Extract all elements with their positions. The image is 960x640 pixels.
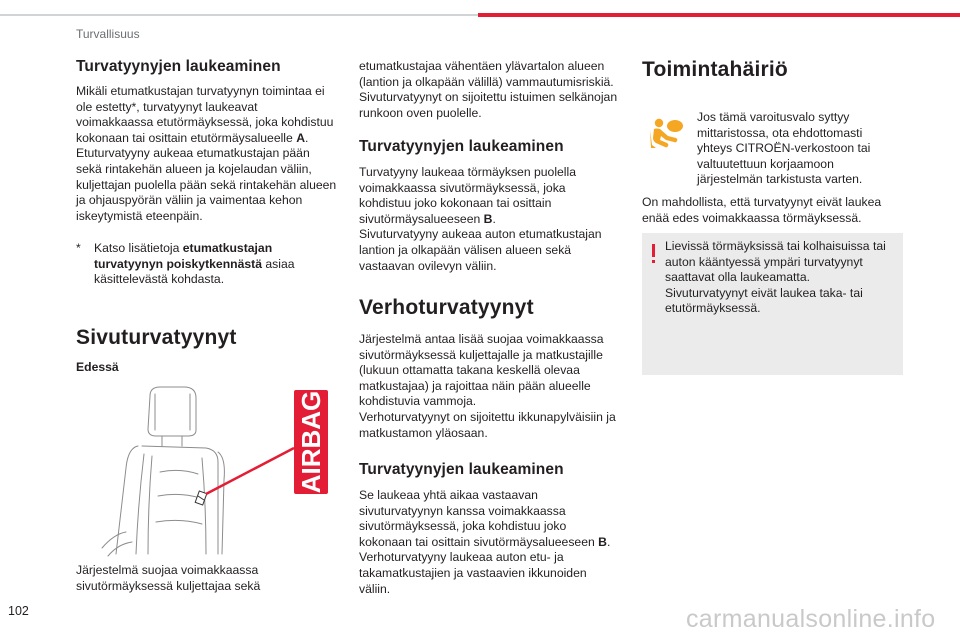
warning-box <box>642 233 903 375</box>
text-span: Sivuturvatyyny aukeaa auton etumatkustajan lantion ja olkapään välisen alueen sekä vastaavan ovilevyn väliin. <box>359 227 602 273</box>
seat-airbag-illustration <box>98 384 338 560</box>
text-span: asiaa käsittelevästä kohdasta. <box>94 256 295 287</box>
warning-text <box>665 239 897 317</box>
text-span: Verhoturvatyynyt on sijoitettu ikkunapylväisiin ja matkustamon yläosaan. <box>359 409 616 440</box>
header-accent-rule <box>478 13 960 17</box>
watermark: carmanualsonline.info <box>686 605 936 633</box>
paragraph-curtain-airbags <box>359 332 621 441</box>
text-span: Lievissä törmäyksissä tai kolhaisuissa tai auton kääntyessä ympäri turvatyynyt saattavat olla laukeamatta. <box>665 239 886 285</box>
paragraph-side-deployment <box>359 165 621 274</box>
text-span: Se laukeaa yhtä aikaa vastaavan sivuturvatyynyn kanssa voimakkaassa sivutörmäyksessä, joka kohdistuu joko kokonaan tai osittain sivutörmäysalueeseen <box>359 488 599 549</box>
airbag-warning-lamp-icon <box>648 116 686 150</box>
text-span: . <box>305 130 309 145</box>
heading-malfunction: Toimintahäiriö <box>642 58 788 81</box>
page-number: 102 <box>8 604 29 618</box>
text-span: . <box>606 534 611 549</box>
header-rule <box>0 14 478 16</box>
zone-label: B <box>483 211 493 226</box>
heading-airbag-deployment: Turvatyynyjen laukeaminen <box>76 58 281 75</box>
text-span: Järjestelmä antaa lisää suojaa voimakkaassa sivutörmäyksessä kuljettajalle ja matkustajille (lukuun ottamatta takana keskellä olevaa matkustajaa) ja rajoittaa näin pään alueelle kohdistuvia vammoja. <box>359 332 604 409</box>
footnote-text <box>94 241 304 288</box>
text-span: Verhoturvatyyny laukeaa auton etu- ja takamatkustajien ja vastaavien ikkunoiden väliin. <box>359 550 587 596</box>
text-span: Turvatyyny laukeaa törmäyksen puolella voimakkaassa sivutörmäyksessä, joka kohdistuu joko kokonaan tai osittain sivutörmäysalueeseen <box>359 165 577 226</box>
section-title: Turvallisuus <box>76 27 140 41</box>
paragraph-front-airbag <box>76 84 338 224</box>
zone-label: A <box>296 130 305 145</box>
airbag-label-text: AIRBAG <box>296 390 326 494</box>
heading-side-airbags: Sivuturvatyynyt <box>76 326 237 349</box>
paragraph-may-not-deploy: On mahdollista, että turvatyynyt eivät laukea enää edes voimakkaassa törmäyksessä. <box>642 195 882 225</box>
zone-label: B <box>598 534 607 549</box>
text-span: . <box>492 211 496 226</box>
footnote-marker: * <box>76 241 81 255</box>
exclamation-icon <box>651 244 656 263</box>
paragraph-side-protection: Järjestelmä suojaa voimakkaassa sivutörmäyksessä kuljettajaa sekä <box>76 563 261 593</box>
text-span: Mikäli etumatkustajan turvatyynyn toimintaa ei ole estetty*, turvatyynyt laukeavat voimakkaassa etutörmäyksessä, joka kohdistuu kokonaan tai osittain etutörmäysalueelle <box>76 84 334 145</box>
text-span: etumatkustajan turvatyynyn poiskytkennästä <box>94 241 273 271</box>
airbag-leader-line <box>206 448 294 494</box>
paragraph-side-protection-cont <box>359 59 621 121</box>
text-span: Sivuturvatyynyt eivät laukea taka- tai etutörmäyksessä. <box>665 285 863 316</box>
text-span: Etuturvatyyny aukeaa etumatkustajan pään sekä rintakehän alueen ja kojelaudan väliin, kuljettajan puolella pään sekä rintakehän alueen ja ohjauspyörän väliin ja vaimentaa kehon iskeytymistä eteenpäin. <box>76 146 337 223</box>
subheading-front: Edessä <box>76 360 119 374</box>
heading-curtain-airbags: Verhoturvatyynyt <box>359 296 534 319</box>
heading-curtain-deployment: Turvatyynyjen laukeaminen <box>359 461 564 478</box>
backrest-outline <box>116 446 224 554</box>
paragraph-warning-lamp: Jos tämä varoitusvalo syttyy mittaristossa, ota ehdottomasti yhteys CITROËN-verkostoon tai valtuutettuun korjaamoon järjestelmän tarkistusta varten. <box>697 110 871 187</box>
text-span: Katso lisätietoja <box>94 241 183 255</box>
footnote <box>76 241 316 291</box>
text-span: etumatkustajaa vähentäen ylävartalon alueen (lantion ja olkapään välillä) vammautumisriskiä. <box>359 59 614 89</box>
paragraph-curtain-deployment <box>359 488 621 597</box>
heading-side-deployment: Turvatyynyjen laukeaminen <box>359 138 564 155</box>
text-span: Sivuturvatyynyt on sijoitettu istuimen selkänojan runkoon oven puolelle. <box>359 90 618 120</box>
